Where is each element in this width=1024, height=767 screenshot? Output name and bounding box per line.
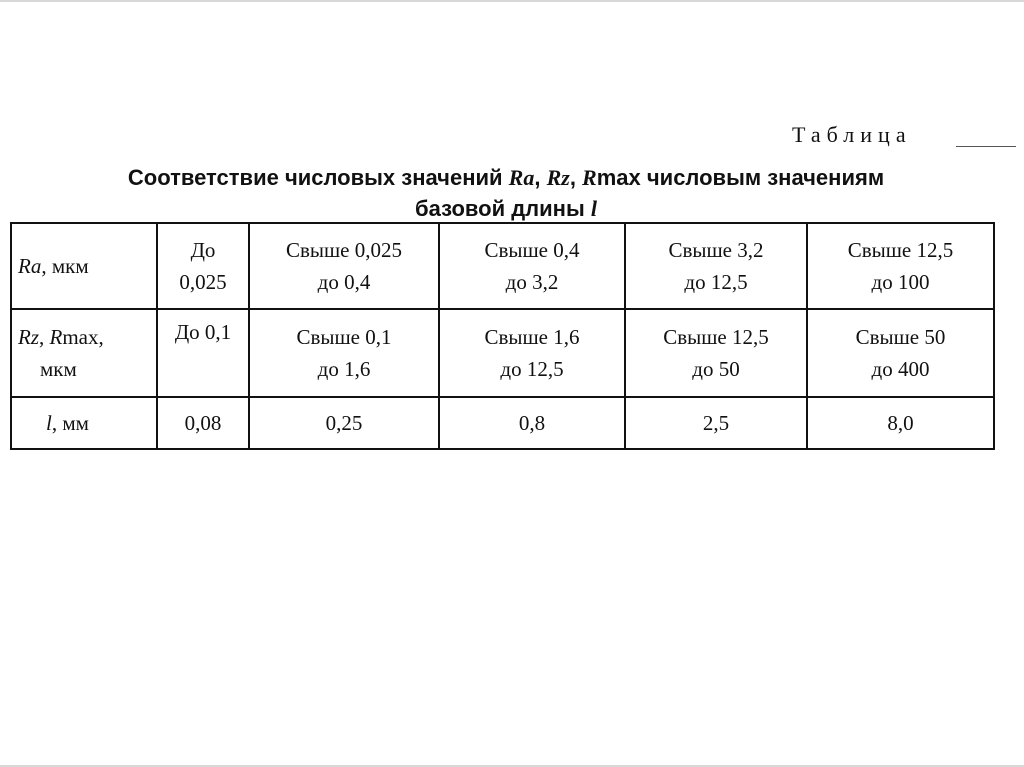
table-cell: [439, 309, 625, 397]
correspondence-table: [10, 222, 995, 450]
title-l: l: [590, 196, 597, 221]
rz-separator: ,: [39, 325, 50, 349]
top-divider: [0, 0, 1024, 2]
cell-line-2: до 50: [692, 357, 740, 381]
title-text-1: Соответствие числовых значений: [127, 165, 509, 190]
table-cell: [807, 223, 994, 309]
cell-line-2: до 3,2: [505, 270, 559, 294]
cell-line-1: Свыше 3,2: [668, 238, 764, 262]
title-r: R: [582, 165, 597, 190]
table-cell: [157, 309, 249, 397]
title-rz: Rz: [546, 165, 570, 190]
cell-line-1: Свыше 12,5: [847, 238, 954, 262]
table-row-l: [11, 397, 994, 449]
cell-line-1: Свыше 12,5: [663, 325, 769, 349]
table-row-ra: [11, 223, 994, 309]
row-header-rz: [11, 309, 157, 397]
rz-unit: мкм: [40, 357, 77, 381]
table-caption: Таблица: [792, 122, 912, 147]
table-number-line: [956, 146, 1016, 147]
l-symbol: l: [46, 411, 52, 435]
row-header-ra: [11, 223, 157, 309]
table-cell: 0,25: [249, 397, 439, 449]
table-row-rz: [11, 309, 994, 397]
table-title: [22, 162, 990, 224]
ra-unit: , мкм: [41, 254, 89, 278]
table-cell: [625, 309, 807, 397]
table-cell: [625, 223, 807, 309]
l-unit: , мм: [51, 411, 89, 435]
title-text-2: числовым значениям: [640, 165, 885, 190]
cell-line-2: до 1,6: [317, 357, 371, 381]
title-max: max: [596, 165, 641, 190]
title-line-2: базовой длины: [414, 196, 591, 221]
table-cell: [439, 223, 625, 309]
ra-symbol: Ra: [18, 254, 42, 278]
cell-line-1: Свыше 0,025: [285, 238, 403, 262]
rmax-suffix: max,: [62, 325, 104, 349]
cell-line-1: Свыше 0,4: [484, 238, 580, 262]
title-ra: Ra: [508, 165, 535, 190]
cell-line-2: 0,025: [179, 270, 227, 294]
table-cell: 0,8: [439, 397, 625, 449]
row-header-l: [11, 397, 157, 449]
cell-line-1: Свыше 0,1: [296, 325, 392, 349]
table-cell: 2,5: [625, 397, 807, 449]
table-cell: [807, 309, 994, 397]
table-cell: 8,0: [807, 397, 994, 449]
title-comma-2: ,: [569, 165, 583, 190]
cell-line-1: До 0,1: [174, 320, 232, 344]
cell-line-2: до 100: [871, 270, 930, 294]
table-cell: [249, 223, 439, 309]
cell-line-2: до 12,5: [684, 270, 748, 294]
rmax-symbol: R: [49, 325, 63, 349]
table-cell: [249, 309, 439, 397]
cell-line-2: до 0,4: [317, 270, 371, 294]
table-cell: 0,08: [157, 397, 249, 449]
rz-symbol: Rz: [18, 325, 39, 349]
table-cell: [157, 223, 249, 309]
cell-line-1: До: [190, 238, 216, 262]
title-comma-1: ,: [534, 165, 547, 190]
cell-line-1: Свыше 50: [855, 325, 946, 349]
cell-line-2: до 400: [871, 357, 930, 381]
cell-line-1: Свыше 1,6: [484, 325, 580, 349]
cell-line-2: до 12,5: [500, 357, 564, 381]
